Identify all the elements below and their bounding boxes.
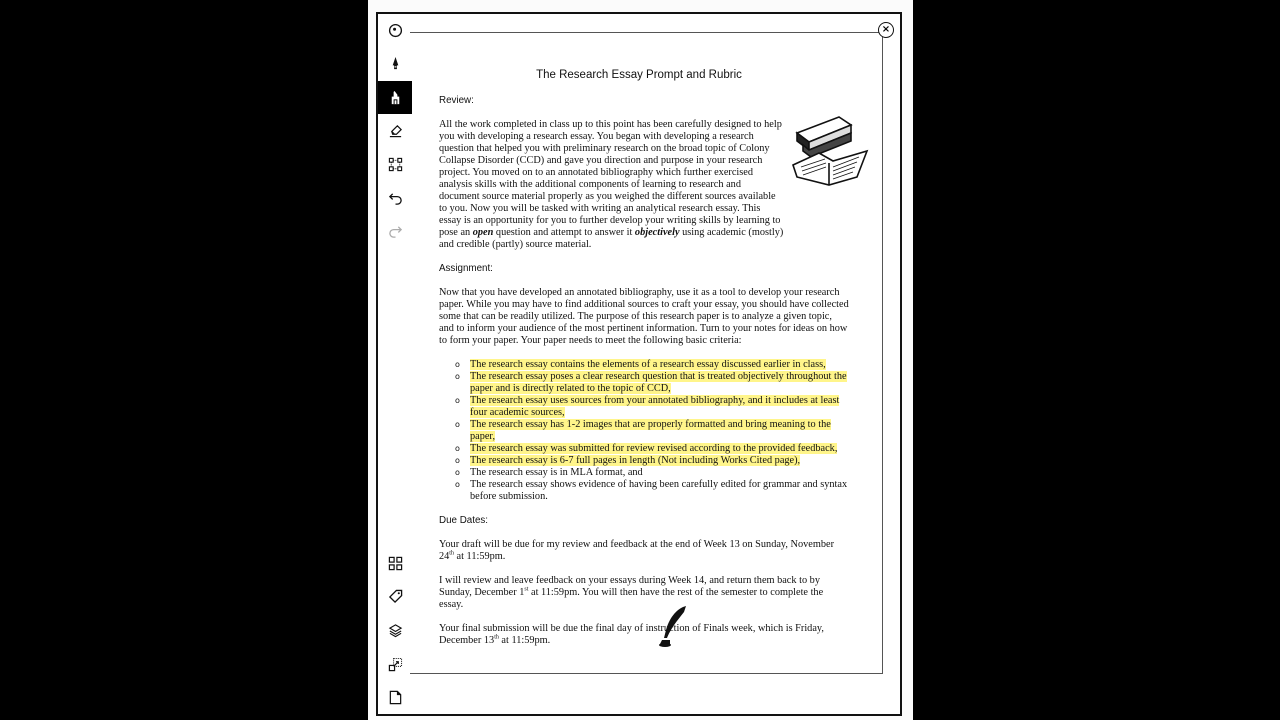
review-heading: Review: xyxy=(439,95,474,106)
document-title: The Research Essay Prompt and Rubric xyxy=(536,69,742,81)
document-icon xyxy=(388,690,403,705)
document-page xyxy=(439,69,849,659)
criteria-item: o The research essay contains the elements of a research essay discussed earlier in class, xyxy=(455,359,826,370)
tags-button[interactable] xyxy=(378,580,412,613)
screen xyxy=(376,12,902,716)
criteria-item: o The research essay shows evidence of having been carefully edited for grammar and syntax before submission. xyxy=(455,479,848,502)
eraser-icon xyxy=(388,123,403,138)
lasso-select-icon xyxy=(388,157,403,172)
circle-dot-icon xyxy=(388,23,403,38)
grid-icon xyxy=(388,556,403,571)
books-illustration xyxy=(789,115,869,190)
pen-icon xyxy=(388,56,403,71)
zoom-crop-button[interactable] xyxy=(378,648,412,681)
document-button[interactable] xyxy=(378,681,412,714)
review-section xyxy=(439,119,849,251)
layers-button[interactable] xyxy=(378,614,412,647)
assignment-paragraph: Now that you have developed an annotated bibliography, use it as a tool to develop your research paper. While you may have to find additional sources to craft your essay, you should have collected some that can be readily utilized. The purpose of this research paper is to analyze a given topic, and to inform your audience of the most pertinent information. Turn to your notes for ideas on how to form your paper. Your paper needs to meet the following basic criteria: xyxy=(439,287,849,346)
highlighted-text: The research essay was submitted for review revised according to the provided feedback, xyxy=(470,443,838,454)
highlighter-tool-button[interactable] xyxy=(378,81,412,114)
due-dates-heading: Due Dates: xyxy=(439,515,489,526)
eraser-tool-button[interactable] xyxy=(378,114,412,147)
highlighted-text: The research essay is 6-7 full pages in length (Not including Works Cited page), xyxy=(470,455,801,466)
criteria-item: o The research essay is 6-7 full pages in length (Not including Works Cited page), xyxy=(455,455,801,466)
highlighted-text: The research essay has 1-2 images that are properly formatted and bring meaning to the paper, xyxy=(470,419,831,442)
crop-zoom-icon xyxy=(388,657,403,672)
quill-inkwell-illustration xyxy=(656,604,688,648)
select-tool-button[interactable] xyxy=(378,148,412,181)
highlighted-text: The research essay poses a clear research question that is treated objectively throughout the paper and is directly related to the topic of CCD, xyxy=(470,371,847,394)
redo-icon xyxy=(388,224,403,239)
close-button[interactable]: × xyxy=(878,22,894,38)
pen-tool-button[interactable] xyxy=(378,47,412,80)
criteria-item: o The research essay has 1-2 images that are properly formatted and bring meaning to the paper, xyxy=(455,419,831,442)
due-date-feedback: I will review and leave feedback on your essays during Week 14, and return them back to by Sunday, December 1st at 11:59pm. You will then have the rest of the semester to complete the essay. xyxy=(439,575,824,610)
review-paragraph: All the work completed in class up to this point has been carefully designed to help you with developing a research essay. You began with developing a research question that helped you with preliminary research on the broad topic of Colony Collapse Disorder (CCD) and gave you direction and purpose in your research project. You moved on to an annotated bibliography which further exercised analysis skills with the additional components of learning to research and document source material properly as you weighed the different sources available to you. Now you will be tasked with writing an analytical research essay. This essay is an opportunity for you to further develop your writing skills by learning to pose an open question and attempt to answer it objectively using academic (mostly) and credible (partly) source material. xyxy=(439,119,784,250)
criteria-item: o The research essay poses a clear research question that is treated objectively throughout the paper and is directly related to the topic of CCD, xyxy=(455,371,847,394)
highlighter-icon xyxy=(388,90,403,105)
due-date-final: Your final submission will be due the final day of instruction of Finals week, which is Friday, December 13th at 11:59pm. xyxy=(439,623,824,646)
page-overview-button[interactable] xyxy=(378,547,412,580)
criteria-item: o The research essay uses sources from your annotated bibliography, and it includes at least four academic sources, xyxy=(455,395,840,418)
side-toolbar xyxy=(378,14,412,714)
highlighted-text: The research essay uses sources from your annotated bibliography, and it includes at least four academic sources, xyxy=(470,395,840,418)
criteria-list xyxy=(439,359,849,503)
tag-icon xyxy=(388,589,403,604)
criteria-item: o The research essay was submitted for review revised according to the provided feedback, xyxy=(455,443,838,454)
highlighted-text: The research essay contains the elements of a research essay discussed earlier in class, xyxy=(470,359,826,370)
e-reader-device xyxy=(368,0,913,720)
due-date-draft: Your draft will be due for my review and feedback at the end of Week 13 on Sunday, November 24th at 11:59pm. xyxy=(439,539,835,562)
menu-button[interactable] xyxy=(378,14,412,47)
undo-button[interactable] xyxy=(378,182,412,215)
criteria-item: o The research essay is in MLA format, and xyxy=(455,467,643,478)
assignment-heading: Assignment: xyxy=(439,263,493,274)
redo-button[interactable] xyxy=(378,215,412,248)
layers-icon xyxy=(388,623,403,638)
undo-icon xyxy=(388,191,403,206)
